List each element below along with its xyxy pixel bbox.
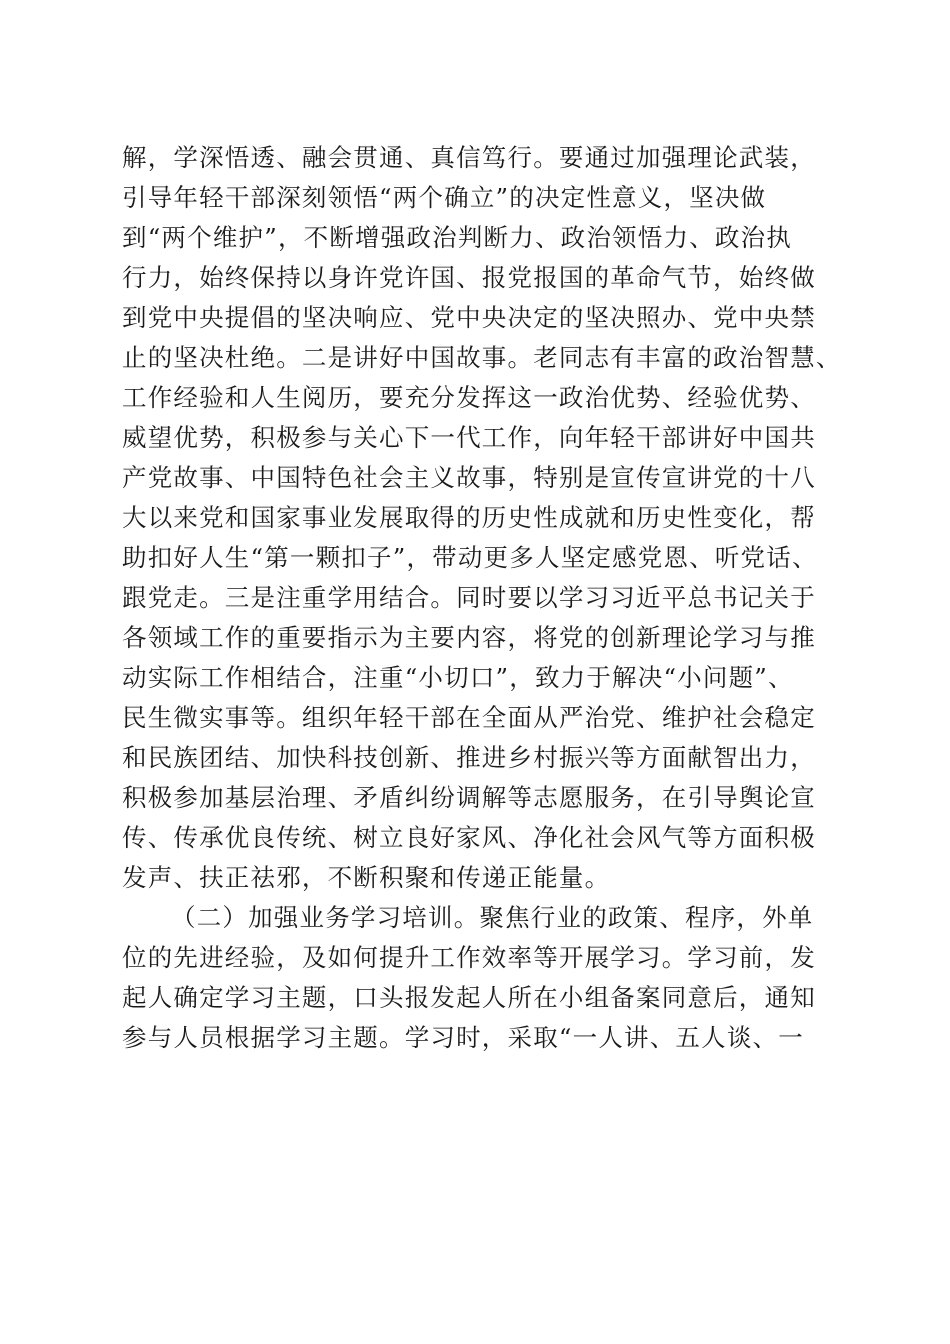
body-text-line: 传、传承优良传统、树立良好家风、净化社会风气等方面积极 xyxy=(122,823,816,852)
body-text-line: 和民族团结、加快科技创新、推进乡村振兴等方面献智出力， xyxy=(122,743,816,772)
body-text-line: 解，学深悟透、融会贯通、真信笃行。要通过加强理论武装， xyxy=(122,143,816,172)
body-text-line: 行力，始终保持以身许党许国、报党报国的革命气节，始终做 xyxy=(122,263,816,292)
body-text-line: 发声、扶正祛邪，不断积聚和传递正能量。 xyxy=(122,863,611,892)
body-text-line: 积极参加基层治理、矛盾纠纷调解等志愿服务，在引导舆论宣 xyxy=(122,783,816,812)
body-text-line: 助扣好人生“第一颗扣子”，带动更多人坚定感党恩、听党话、 xyxy=(122,543,818,572)
body-text-line: 引导年轻干部深刻领悟“两个确立”的决定性意义，坚决做 xyxy=(122,183,767,212)
body-text-line: 威望优势，积极参与关心下一代工作，向年轻干部讲好中国共 xyxy=(122,423,816,452)
body-text-line: 到“两个维护”，不断增强政治判断力、政治领悟力、政治执 xyxy=(122,223,792,252)
body-text-line: 工作经验和人生阅历，要充分发挥这一政治优势、经验优势、 xyxy=(122,383,816,412)
body-text-line: 起人确定学习主题，口头报发起人所在小组备案同意后，通知 xyxy=(122,983,816,1012)
body-text-line: 各领域工作的重要指示为主要内容，将党的创新理论学习与推 xyxy=(122,623,816,652)
body-text-line: 产党故事、中国特色社会主义故事，特别是宣传宣讲党的十八 xyxy=(122,463,816,492)
body-text-line: 到党中央提倡的坚决响应、党中央决定的坚决照办、党中央禁 xyxy=(122,303,816,332)
body-text-line: 参与人员根据学习主题。学习时，采取“一人讲、五人谈、一 xyxy=(122,1023,804,1052)
body-text-line: 动实际工作相结合，注重“小切口”，致力于解决“小问题”、 xyxy=(122,663,794,692)
section-heading-line: （二）加强业务学习培训。聚焦行业的政策、程序，外单 xyxy=(171,903,814,932)
body-text-line: 跟党走。三是注重学用结合。同时要以学习习近平总书记关于 xyxy=(122,583,816,612)
body-text-line: 民生微实事等。组织年轻干部在全面从严治党、维护社会稳定 xyxy=(122,703,816,732)
body-text-line: 大以来党和国家事业发展取得的历史性成就和历史性变化，帮 xyxy=(122,503,816,532)
body-text-line: 位的先进经验，及如何提升工作效率等开展学习。学习前，发 xyxy=(122,943,816,972)
body-text-line: 止的坚决杜绝。二是讲好中国故事。老同志有丰富的政治智慧、 xyxy=(122,343,842,372)
